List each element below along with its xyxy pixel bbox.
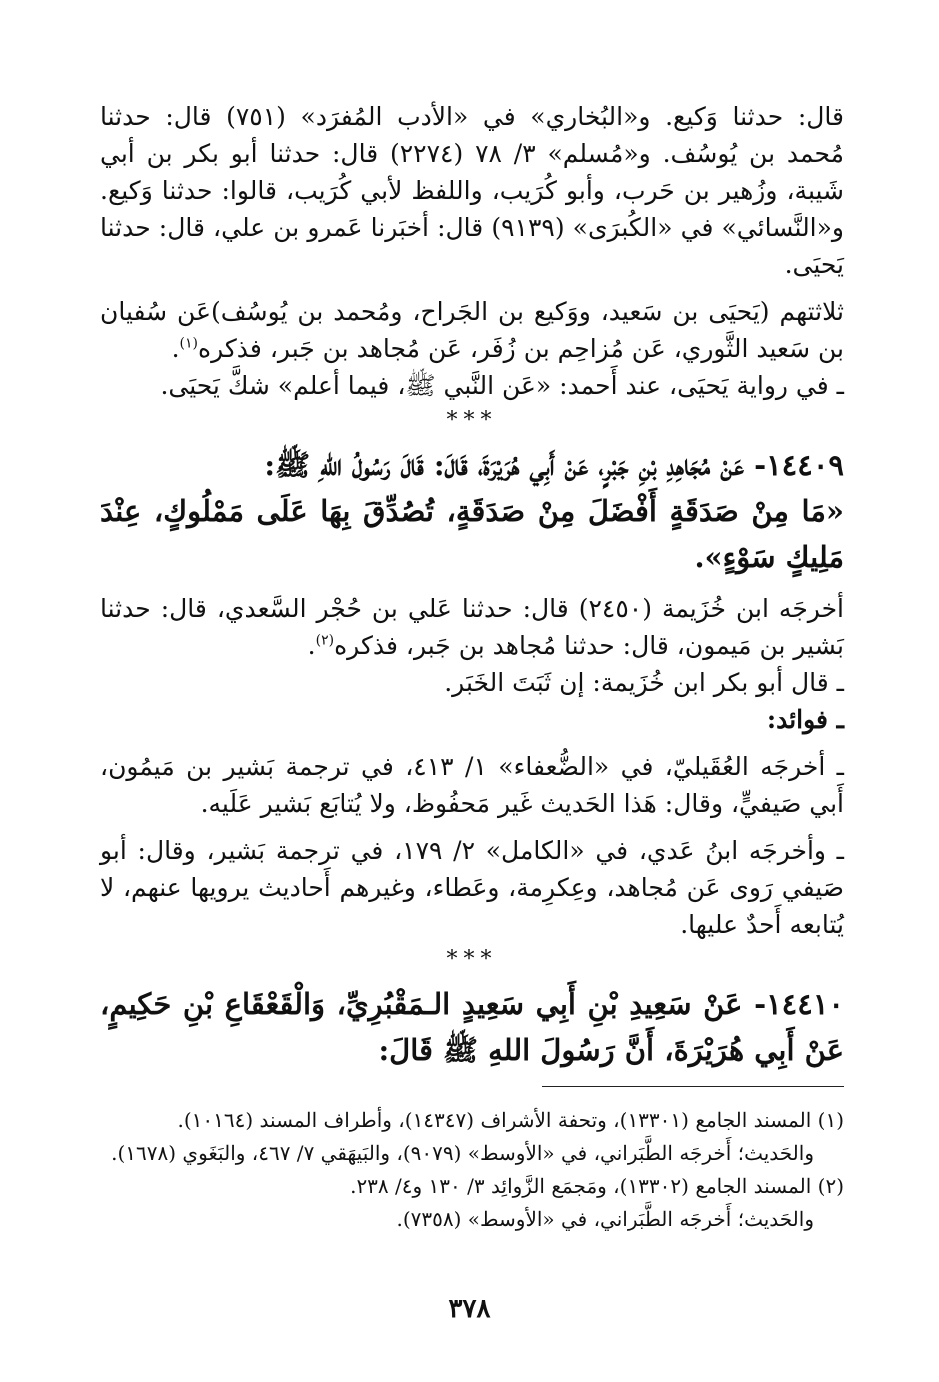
footnote-2: (٢) المسند الجامع (١٣٣٠٢)، ومَجمَع الزَّوائِد ٣/ ١٣٠ و٤/ ٢٣٨. <box>350 1174 844 1198</box>
section-separator: *** <box>446 408 498 433</box>
footnote-2-continued: والحَديث؛ أَخرجَه الطَّبَراني، في «الأوسط» (٧٣٥٨). <box>396 1207 814 1231</box>
paragraph-uqayli: ـ أخرجَه العُقَيليّ، في «الضُّعفاء» ١/ ٤١٣، في ترجمة بَشير بن مَيمُون، أَبي صَيفيٍّ، وقال: هَذا الحَديث غَير مَحفُوظ، ولا يُتابَع بَشير عَلَيه. <box>100 752 844 818</box>
main-text <box>100 98 844 1073</box>
paragraph-chain-end: . <box>171 334 180 363</box>
paragraph-ibn-adi: ـ وأخرجَه ابنُ عَدي، في «الكامل» ٢/ ١٧٩، في ترجمة بَشير، وقال: أبو صَيفي رَوى عَن مُجاهد، وعِكرِمة، وعَطاء، وغيرهم أَحاديث يرويها عنهم، لا يُتابعه أَحدٌ عليها. <box>100 836 844 939</box>
paragraph-abu-bakr: ـ قال أبو بكر ابن خُزَيمة: إن ثَبَتَ الخَبَر. <box>444 668 844 697</box>
section-separator-2: *** <box>446 947 498 972</box>
footnote-1-continued: والحَديث؛ أَخرجَه الطَّبَراني، في «الأوسط» (٩٠٧٩)، والبَيهَقي ٧/ ٤٦٧، والبَغَوي (١٦٧٨). <box>111 1141 814 1165</box>
footnote-mark-2: (٢) <box>315 632 335 649</box>
paragraph-chain <box>100 293 844 367</box>
hadith-14409-matn: «مَا مِنْ صَدَقَةٍ أَفْضَلَ مِنْ صَدَقَةٍ، تُصُدِّقَ بِهَا عَلَى مَمْلُوكٍ، عِنْدَ مَلِيكٍ سَوْءٍ». <box>100 494 844 574</box>
paragraph-ibn-khuzayma-text: أخرجَه ابن خُزَيمة (٢٤٥٠) قال: حدثنا عَلي بن حُجْر السَّعدي، قال: حدثنا بَشير بن مَيمون، قال: حدثنا مُجاهد بن جَبر، فذكره <box>100 594 844 660</box>
footnote-mark-1: (١) <box>179 335 199 352</box>
footnote-1: (١) المسند الجامع (١٣٣٠١)، وتحفة الأشراف (١٤٣٤٧)، وأطراف المسند (١٠١٦٤). <box>177 1108 844 1132</box>
page-number: ٣٧٨ <box>448 1294 491 1324</box>
footnote-divider <box>542 1086 844 1087</box>
hadith-14410: ١٤٤١٠- عَنْ سَعِيدِ بْنِ أَبِي سَعِيدٍ الـمَقْبُرِيِّ، وَالْقَعْقَاعِ بْنِ حَكِيمٍ، عَنْ أَبِي هُرَيْرَةَ، أَنَّ رَسُولَ اللهِ ﷺ قَالَ: <box>100 987 844 1067</box>
benefits-heading: ـ فوائد: <box>766 705 844 734</box>
paragraph-yahya-note: ـ في رواية يَحيَى، عند أَحمد: «عَن النَّبي ﷺ، فيما أعلم» شكَّ يَحيَى. <box>160 371 844 400</box>
paragraph-ibn-khuzayma <box>100 590 844 664</box>
paragraph-sources: قال: حدثنا وَكيع. و«البُخاري» في «الأدب المُفرَد» (٧٥١) قال: حدثنا مُحمد بن يُوسُف. و«مُسلم» ٣/ ٧٨ (٢٢٧٤) قال: حدثنا أبو بكر بن أبي شَيبة، وزُهير بن حَرب، وأبو كُرَيب، واللفظ لأبي كُرَيب، قالوا: حدثنا وَكيع. و«النَّسائي» في «الكُبرَى» (٩١٣٩) قال: أخبَرنا عَمرو بن علي، قال: حدثنا يَحيَى. <box>100 102 845 279</box>
hadith-14409-isnad: ١٤٤٠٩- عَنْ مُجَاهِدِ بْنِ جَبْرٍ، عَنْ أَبِي هُرَيْرَةَ، قَالَ: قَالَ رَسُولُ اللهِ ﷺ: <box>264 448 844 482</box>
paragraph-chain-text: ثلاثتهم (يَحيَى بن سَعيد، ووَكيع بن الجَراح، ومُحمد بن يُوسُف)عَن سُفيان بن سَعيد الثَّوري، عَن مُزاحِم بن زُفَر، عَن مُجاهد بن جَبر، فذكره <box>100 297 844 363</box>
footnotes <box>100 1104 844 1236</box>
paragraph-ibn-khuzayma-end: . <box>307 631 316 660</box>
